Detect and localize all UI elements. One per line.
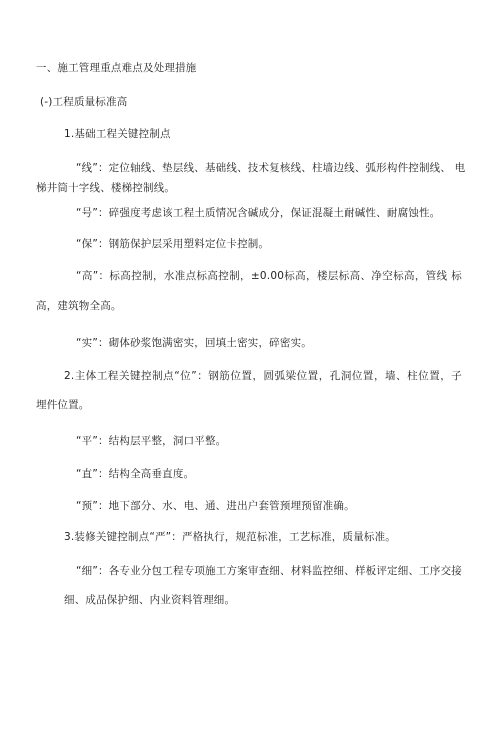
item-1-title: 1.基础工程关键控制点 bbox=[64, 128, 171, 140]
paragraph-hao: “号”：碎强度考虑该工程土质情况含碱成分，保证混凝土耐碱性、耐腐蚀性。 bbox=[76, 207, 441, 219]
paragraph-gao-line-1: “高”：标高控制，水准点标高控制，±0.00标高，楼层标高、净空标高，管线 标 bbox=[76, 270, 462, 282]
paragraph-bao: “保”：钢筋保护层采用塑料定位卡控制。 bbox=[76, 238, 270, 250]
item-3: 3.装修关键控制点“严”：严格执行，规范标准，工艺标准，质量标准。 bbox=[64, 531, 396, 543]
item-2-line-1: 2.主体工程关键控制点“位”：钢筋位置，圆弧梁位置，孔洞位置，墙、柱位置，子 bbox=[64, 370, 462, 382]
paragraph-xian-line-1: “线”：定位轴线、垫层线、基础线、技术复核线、柱墙边线、弧形构件控制线、 电 bbox=[76, 162, 466, 174]
subsection-heading: (-)工程质量标准高 bbox=[40, 96, 128, 108]
paragraph-shi: “实”：砌体砂浆饱满密实，回填土密实，碎密实。 bbox=[76, 337, 312, 349]
paragraph-xian-line-2: 梯井筒十字线、楼梯控制线。 bbox=[36, 182, 176, 194]
section-heading: 一、施工管理重点难点及处理措施 bbox=[36, 62, 197, 74]
paragraph-ping: “平”：结构层平整，洞口平整。 bbox=[76, 435, 227, 447]
paragraph-xi-line-2: 细、成品保护细、内业资料管理细。 bbox=[64, 594, 236, 606]
paragraph-xi-line-1: “细”：各专业分包工程专项施工方案审查细、材料监控细、样板评定细、工序交接 bbox=[76, 565, 462, 577]
paragraph-yu: “预”：地下部分、水、电、通、进出户套管预埋预留准确。 bbox=[76, 500, 355, 512]
item-2-line-2: 埋件位置。 bbox=[36, 399, 90, 411]
paragraph-zhi: “直”：结构全高垂直度。 bbox=[76, 468, 195, 480]
paragraph-gao-line-2: 高，建筑物全高。 bbox=[36, 300, 122, 312]
